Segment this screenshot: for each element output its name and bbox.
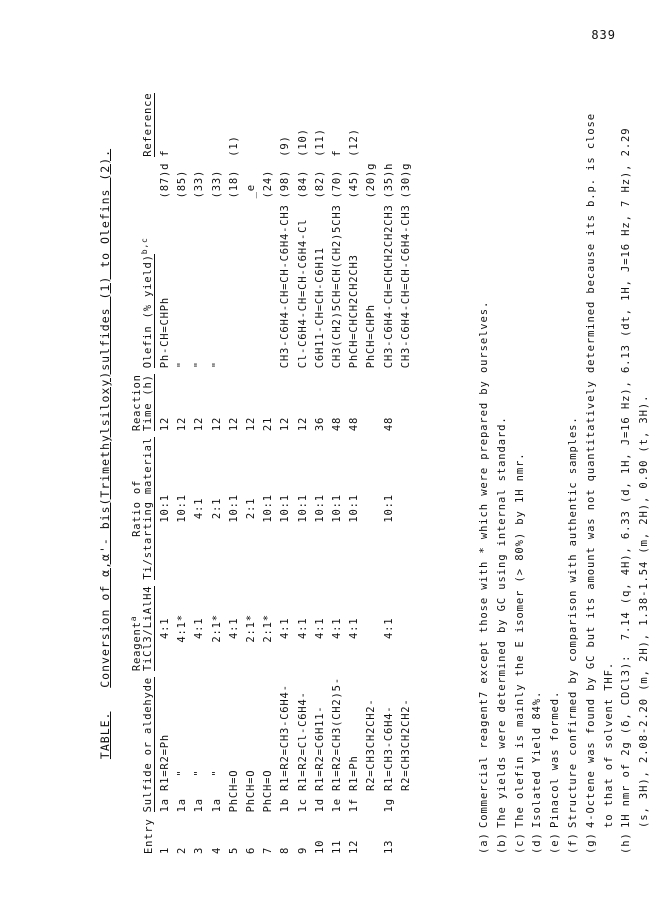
cell-reagent bbox=[398, 580, 415, 671]
cell-ratio: 10:1 bbox=[262, 494, 275, 523]
cell-sulfide: 1f R1=Ph bbox=[348, 755, 361, 813]
table-row bbox=[346, 87, 363, 854]
cell-time: 12 bbox=[227, 416, 240, 432]
cell-olefin bbox=[226, 198, 243, 368]
cell-time: 12 bbox=[159, 416, 171, 432]
cell-ratio: 10:1 bbox=[331, 494, 344, 523]
cell-yield: (84) bbox=[296, 169, 309, 199]
cell-time: 12 bbox=[296, 416, 309, 432]
footnote bbox=[512, 54, 530, 854]
cell-yield: (87)d bbox=[159, 162, 171, 199]
cell-reagent: 2:1* bbox=[245, 614, 258, 643]
cell-olefin: PhCH=CHPh bbox=[365, 304, 378, 369]
cell-entry: 12 bbox=[348, 839, 361, 854]
cell-reagent: 4:1 bbox=[348, 617, 361, 640]
cell-time bbox=[363, 368, 380, 431]
cell-time: 12 bbox=[176, 416, 189, 432]
cell-yield: (33) bbox=[193, 169, 206, 199]
footnote bbox=[529, 54, 547, 854]
footnote-text: The yields were determined by GC using internal standard. bbox=[495, 416, 508, 828]
cell-ref bbox=[209, 87, 226, 157]
cell-ratio bbox=[398, 431, 415, 579]
cell-entry: 11 bbox=[331, 839, 344, 854]
cell-time: 48 bbox=[382, 416, 395, 432]
table-row bbox=[209, 87, 226, 854]
cell-ref: (10) bbox=[296, 128, 309, 157]
cell-entry bbox=[398, 812, 415, 854]
footnote-key: (f) bbox=[566, 832, 579, 854]
cell-time: 48 bbox=[331, 416, 344, 432]
cell-sulfide: PhCH=O bbox=[227, 769, 240, 813]
footnote-text: 1H nmr of 2g (δ, CDCl3): 7.14 (q, 4H), 6.33 (d, 1H, J=16 Hz), 6.13 (dt, 1H, J=16 Hz, 7 Hz), 2.29 (s, 3H), 2.08-2.20 (m, 2H), 1.38-1.54 (m, 2H), 0.90 (t, 3H). bbox=[620, 127, 651, 828]
cell-ratio: 10:1 bbox=[382, 494, 395, 523]
caption-label: TABLE. bbox=[98, 711, 112, 760]
cell-entry: 3 bbox=[193, 846, 206, 854]
cell-sulfide: 1c R1=R2=Cl-C6H4- bbox=[296, 691, 309, 813]
cell-time: 12 bbox=[279, 416, 292, 432]
cell-olefin: PhCH=CHCH2CH2CH3 bbox=[348, 254, 361, 369]
cell-olefin bbox=[260, 198, 277, 368]
cell-sulfide: 1a " bbox=[210, 769, 223, 813]
cell-yield: (33) bbox=[210, 169, 223, 199]
cell-olefin: CH3-C6H4-CH=CHCH2CH2CH3 bbox=[382, 204, 395, 369]
cell-time: 12 bbox=[210, 416, 223, 432]
cell-ratio: 2:1 bbox=[245, 497, 258, 520]
cell-reagent: 4:1 bbox=[331, 617, 344, 640]
cell-ref bbox=[363, 87, 380, 157]
header-olefin: Olefin (% yield)$^{b,c}$ bbox=[140, 237, 154, 369]
cell-ref bbox=[243, 87, 260, 157]
cell-olefin: " bbox=[193, 361, 206, 369]
cell-yield: (20)g bbox=[365, 162, 378, 199]
header-ratio: Ratio of Ti/starting material bbox=[131, 437, 154, 580]
cell-ratio: 10:1 bbox=[227, 494, 240, 523]
cell-reagent: 4:1 bbox=[227, 617, 240, 640]
cell-olefin: Ph-CH=CHPh bbox=[159, 296, 171, 369]
table-row bbox=[312, 87, 329, 854]
footnote-key: (c) bbox=[513, 832, 526, 854]
cell-reagent: 4:1* bbox=[176, 614, 189, 643]
cell-time: 21 bbox=[262, 416, 275, 432]
cell-sulfide: 1e R1=R2=CH3(CH2)5- bbox=[331, 677, 344, 813]
header-reference: Reference bbox=[142, 92, 154, 157]
footnote-text: Isolated Yield 84%. bbox=[531, 690, 544, 828]
cell-ratio bbox=[363, 431, 380, 579]
table-row bbox=[243, 87, 260, 854]
table-caption bbox=[98, 54, 112, 854]
cell-reagent: 4:1 bbox=[382, 617, 395, 640]
cell-ratio: 4:1 bbox=[193, 497, 206, 520]
cell-ref: (9) bbox=[279, 135, 292, 157]
cell-sulfide: 1a R1=R2=Ph bbox=[159, 734, 171, 813]
cell-yield: (98) bbox=[279, 169, 292, 199]
cell-entry: 1 bbox=[159, 846, 171, 854]
cell-ref: f bbox=[159, 149, 171, 157]
cell-olefin bbox=[243, 198, 260, 368]
cell-ratio: 2:1 bbox=[210, 497, 223, 520]
table-row bbox=[295, 87, 312, 854]
footnote-text: Structure confirmed by comparison with authentic samples. bbox=[566, 416, 579, 828]
cell-sulfide: R2=CH3CH2CH2- bbox=[399, 698, 412, 813]
cell-ratio: 10:1 bbox=[176, 494, 189, 523]
footnote bbox=[583, 54, 619, 854]
table-footnotes bbox=[476, 54, 654, 854]
cell-entry: 8 bbox=[279, 846, 292, 854]
cell-ratio: 10:1 bbox=[159, 494, 171, 523]
table-header-row bbox=[128, 87, 157, 854]
footnote-key: (b) bbox=[495, 832, 508, 854]
cell-yield: (18) bbox=[227, 169, 240, 199]
cell-yield: (70) bbox=[331, 169, 344, 199]
cell-ref bbox=[398, 87, 415, 157]
footnote-key: (a) bbox=[478, 832, 490, 854]
cell-sulfide: PhCH=O bbox=[262, 769, 275, 813]
cell-time: 12 bbox=[245, 416, 258, 432]
page-number: 839 bbox=[591, 28, 616, 42]
cell-ref: (11) bbox=[313, 128, 326, 157]
header-reagent: Reagent$^a$ TiCl3/LiAlH4 bbox=[129, 585, 154, 672]
cell-ref: f bbox=[331, 149, 344, 157]
cell-entry: 7 bbox=[262, 846, 275, 854]
header-time: Reaction Time (h) bbox=[131, 374, 154, 432]
cell-olefin: " bbox=[176, 361, 189, 369]
footnote bbox=[547, 54, 565, 854]
cell-time: 12 bbox=[193, 416, 206, 432]
table-row bbox=[277, 87, 294, 854]
cell-ratio: 10:1 bbox=[279, 494, 292, 523]
cell-yield: (30)g bbox=[399, 162, 412, 199]
cell-ref bbox=[260, 87, 277, 157]
cell-reagent: 2:1* bbox=[262, 614, 275, 643]
cell-sulfide: 1a " bbox=[176, 769, 189, 813]
cell-entry: 5 bbox=[227, 846, 240, 854]
cell-sulfide: PhCH=O bbox=[245, 769, 258, 813]
cell-yield: (45) bbox=[348, 169, 361, 199]
footnote-text: 4-Octene was found by GC but its amount was not quantitatively determined because its b.p. is close to that of solvent THF. bbox=[584, 113, 615, 828]
table-row bbox=[226, 87, 243, 854]
cell-sulfide: 1a " bbox=[193, 769, 206, 813]
cell-ratio: 10:1 bbox=[296, 494, 309, 523]
cell-ref bbox=[381, 87, 398, 157]
table-row bbox=[157, 87, 174, 854]
rotated-table-page bbox=[98, 54, 651, 854]
cell-ref bbox=[191, 87, 208, 157]
table-row bbox=[329, 87, 346, 854]
cell-yield: (82) bbox=[313, 169, 326, 199]
footnote-key: (e) bbox=[549, 832, 562, 854]
cell-reagent: 4:1 bbox=[193, 617, 206, 640]
cell-sulfide: R2=CH3CH2CH2- bbox=[365, 698, 378, 813]
footnote-text: Pinacol was formed. bbox=[549, 690, 562, 828]
cell-entry: 6 bbox=[245, 846, 258, 854]
cell-time: 48 bbox=[348, 416, 361, 432]
table-row bbox=[260, 87, 277, 854]
footnote bbox=[565, 54, 583, 854]
table-row bbox=[363, 87, 380, 854]
cell-reagent: 2:1* bbox=[210, 614, 223, 643]
cell-olefin: CH3(CH2)5CH=CH(CH2)5CH3 bbox=[331, 204, 344, 369]
cell-ratio: 10:1 bbox=[348, 494, 361, 523]
cell-entry: 4 bbox=[210, 846, 223, 854]
footnote-key: (h) bbox=[620, 832, 633, 854]
cell-yield: (35)h bbox=[382, 162, 395, 199]
cell-ref: (12) bbox=[348, 128, 361, 157]
cell-reagent: 4:1 bbox=[159, 617, 171, 640]
footnote-key: (g) bbox=[584, 832, 597, 854]
header-entry: Entry bbox=[143, 818, 155, 854]
cell-ratio: 10:1 bbox=[313, 494, 326, 523]
results-table bbox=[128, 87, 415, 854]
cell-entry: 2 bbox=[176, 846, 189, 854]
cell-entry bbox=[363, 812, 380, 854]
footnote bbox=[618, 54, 654, 854]
cell-sulfide: 1g R1=CH3-C6H4- bbox=[382, 705, 395, 813]
cell-reagent: 4:1 bbox=[313, 617, 326, 640]
cell-olefin: CH3-C6H4-CH=CH-C6H4-CH3 bbox=[399, 204, 412, 369]
table-row bbox=[381, 87, 398, 854]
cell-olefin: CH3-C6H4-CH=CH-C6H4-CH3 bbox=[279, 204, 292, 369]
cell-entry: 13 bbox=[382, 839, 395, 854]
caption-text: Conversion of α,α'- bis(Trimethylsiloxy)sulfides (1) to Olefins (2). bbox=[98, 148, 112, 688]
header-yield bbox=[128, 157, 157, 199]
table-row bbox=[174, 87, 191, 854]
cell-entry: 9 bbox=[296, 846, 309, 854]
cell-reagent: 4:1 bbox=[279, 617, 292, 640]
cell-ref: (1) bbox=[227, 135, 240, 157]
footnote bbox=[476, 54, 494, 854]
header-sulfide: Sulfide or aldehyde bbox=[142, 677, 154, 813]
table-row bbox=[398, 87, 415, 854]
cell-yield: (85) bbox=[176, 169, 189, 199]
cell-olefin: " bbox=[210, 361, 223, 369]
table-row bbox=[191, 87, 208, 854]
cell-olefin: Cl-C6H4-CH=CH-C6H4-Cl bbox=[296, 218, 309, 369]
cell-reagent bbox=[363, 580, 380, 671]
cell-sulfide: 1b R1=R2=CH3-C6H4- bbox=[279, 684, 292, 813]
cell-sulfide: 1d R1=R2=C6H11- bbox=[313, 705, 326, 813]
footnote-text: Commercial reagent7 except those with * which were prepared by ourselves. bbox=[478, 300, 490, 828]
cell-yield: _e bbox=[245, 184, 258, 199]
footnote-key: (d) bbox=[531, 832, 544, 854]
footnote-text: The olefin is mainly the E isomer (> 80%) by 1H nmr. bbox=[513, 452, 526, 828]
cell-yield: (24) bbox=[262, 169, 275, 199]
footnote bbox=[494, 54, 512, 854]
cell-ref bbox=[174, 87, 191, 157]
cell-entry: 10 bbox=[313, 839, 326, 854]
cell-reagent: 4:1 bbox=[296, 617, 309, 640]
cell-time bbox=[398, 368, 415, 431]
cell-time: 36 bbox=[313, 416, 326, 432]
cell-olefin: C6H11-CH=CH-C6H11 bbox=[313, 247, 326, 369]
